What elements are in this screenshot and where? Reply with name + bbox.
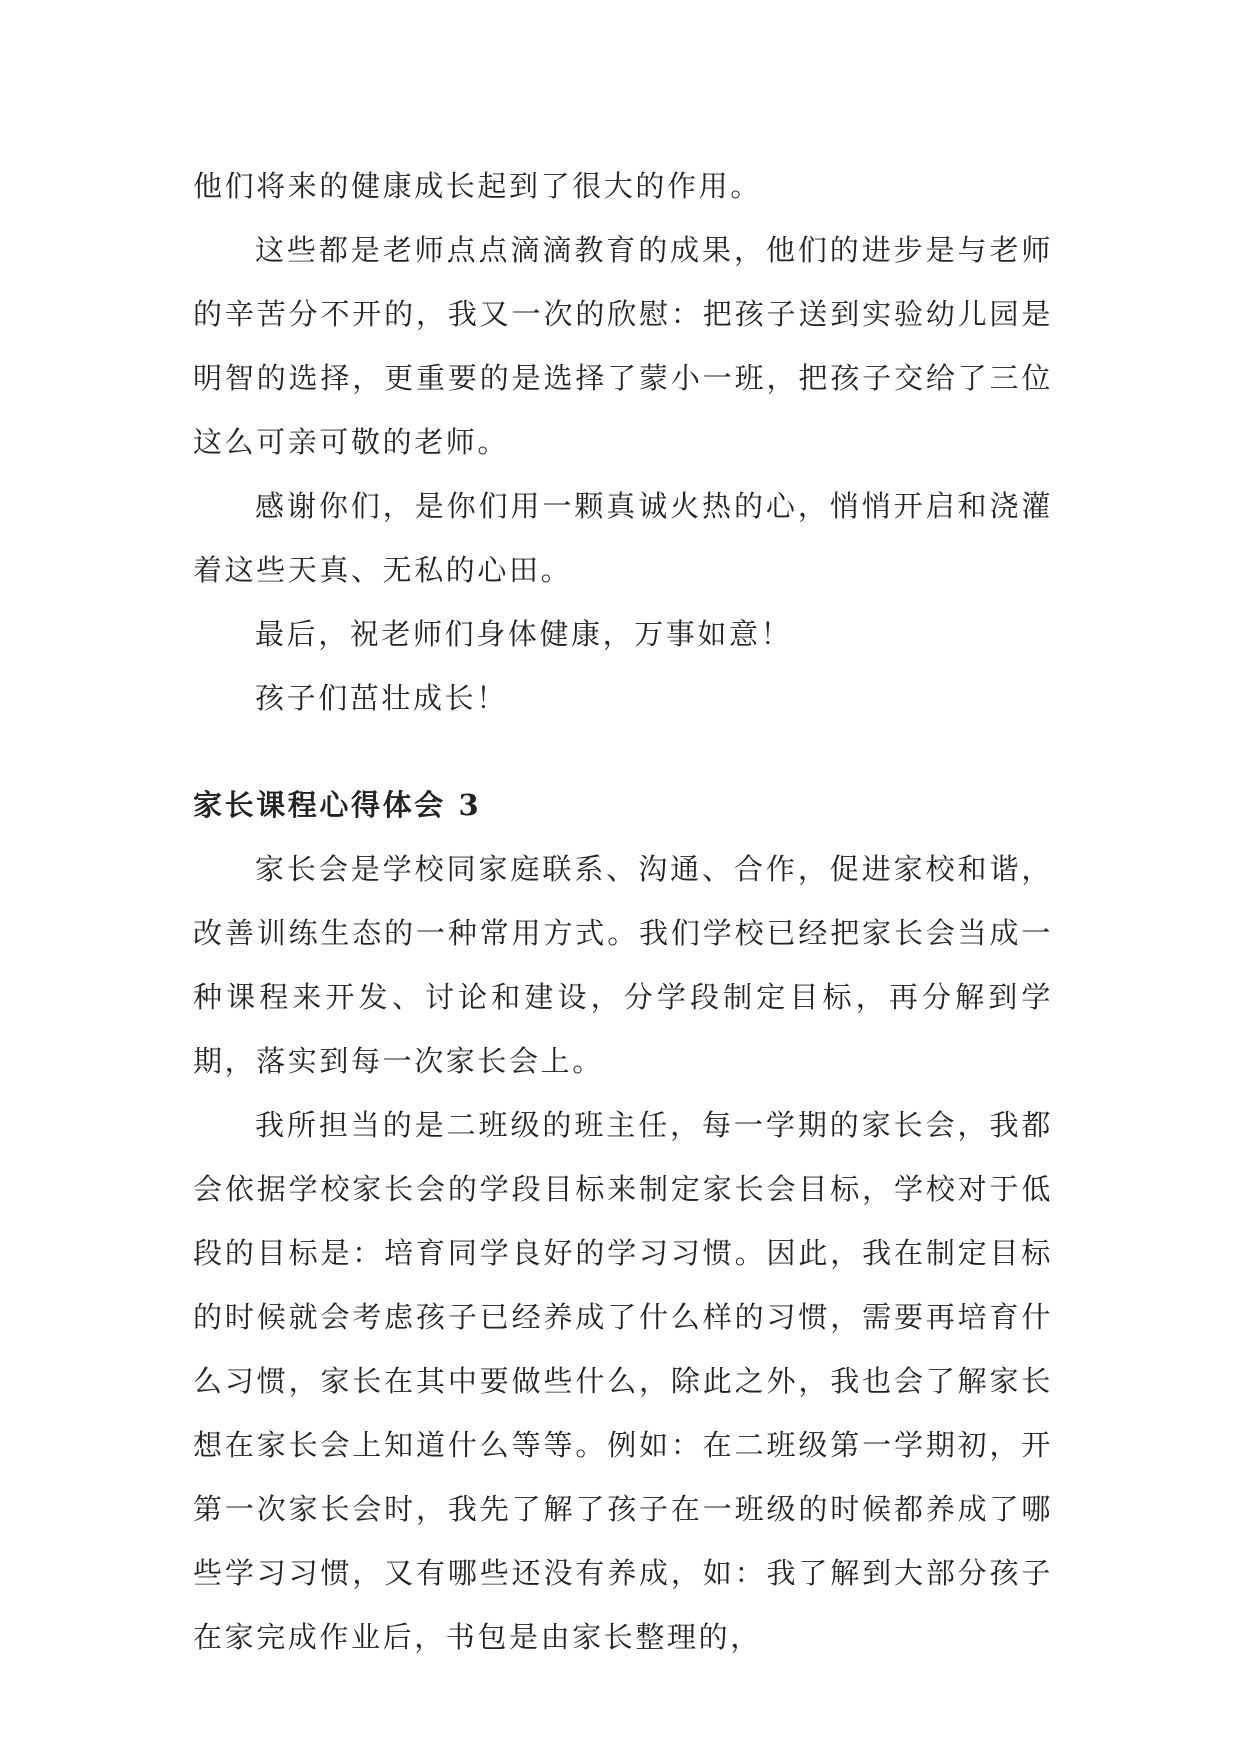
paragraph: 孩子们茁壮成长！	[255, 681, 508, 715]
paragraph: 家长会是学校同家庭联系、沟通、合作，促进家校和谐，改善训练生态的一种常用方式。我们学校已经把家长会当成一种课程来开发、讨论和建设，分学段制定目标，再分解到学期，落实到每一次家长会上。	[193, 852, 1053, 1078]
document-page	[193, 154, 1053, 1669]
paragraph: 最后，祝老师们身体健康，万事如意！	[255, 617, 793, 651]
section-spacer	[193, 730, 1053, 773]
section-heading: 家长课程心得体会 3	[193, 788, 482, 822]
paragraph: 我所担当的是二班级的班主任，每一学期的家长会，我都会依据学校家长会的学段目标来制定家长会目标，学校对于低段的目标是：培育同学良好的学习习惯。因此，我在制定目标的时候就会考虑孩子已经养成了什么样的习惯，需要再培育什么习惯，家长在其中要做些什么，除此之外，我也会了解家长想在家长会上知道什么等等。例如：在二班级第一学期初，开第一次家长会时，我先了解了孩子在一班级的时候都养成了哪些学习习惯，又有哪些还没有养成，如：我了解到大部分孩子在家完成作业后，书包是由家长整理的，	[193, 1108, 1053, 1654]
paragraph: 这些都是老师点点滴滴教育的成果，他们的进步是与老师的辛苦分不开的，我又一次的欣慰：把孩子送到实验幼儿园是明智的选择，更重要的是选择了蒙小一班，把孩子交给了三位这么可亲可敬的老师。	[193, 233, 1053, 459]
paragraph: 感谢你们，是你们用一颗真诚火热的心，悄悄开启和浇灌着这些天真、无私的心田。	[193, 489, 1053, 587]
paragraph: 他们将来的健康成长起到了很大的作用。	[193, 169, 762, 203]
